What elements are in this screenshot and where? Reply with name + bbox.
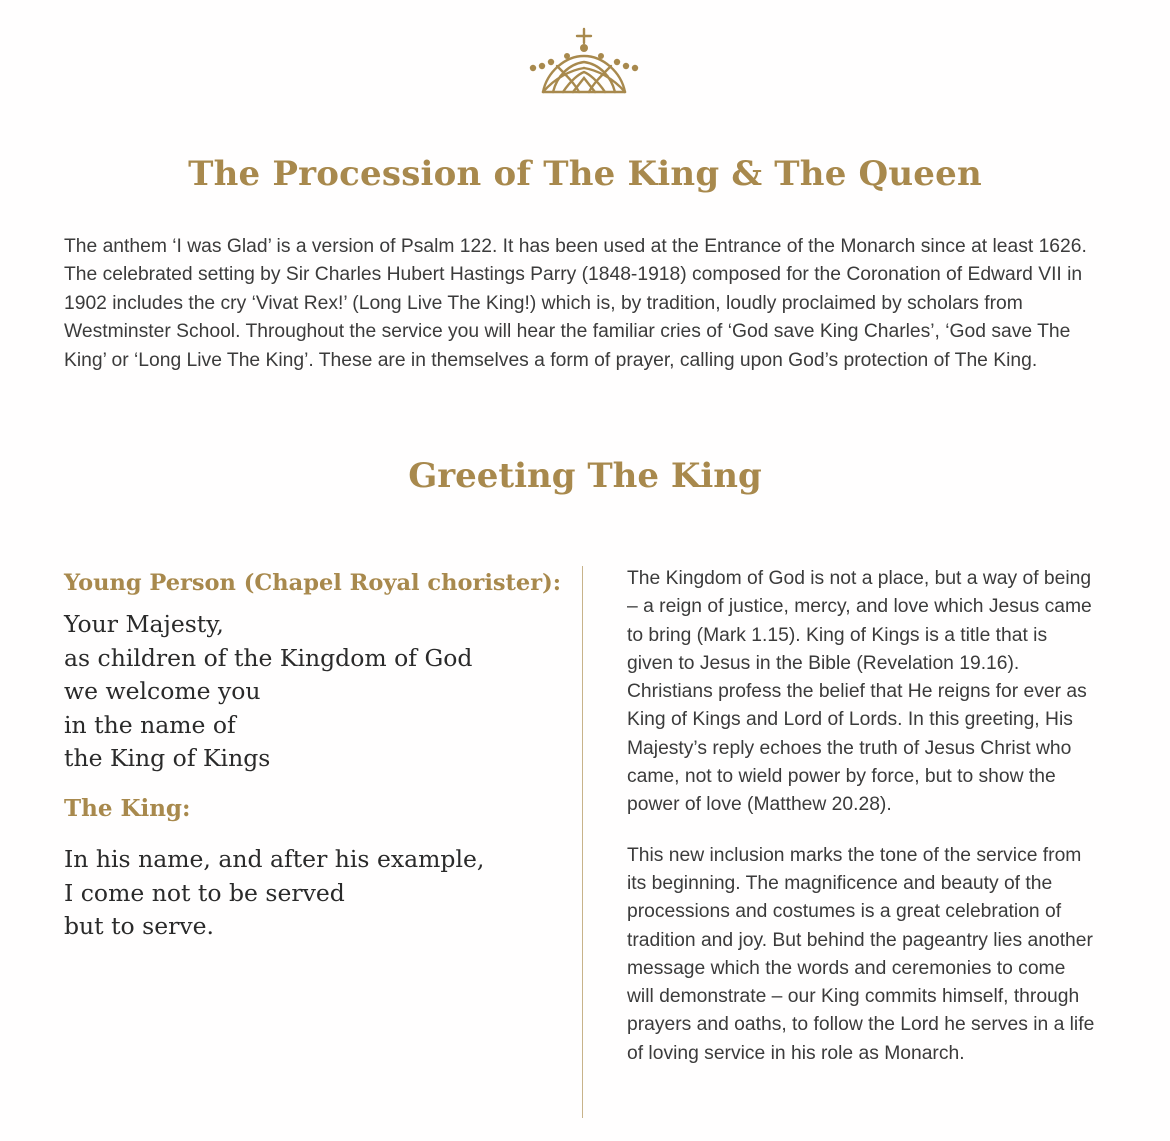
verse-line: the King of Kings xyxy=(64,744,271,773)
verse-line: Your Majesty, xyxy=(64,610,224,638)
verse-line: In his name, and after his example, xyxy=(64,845,485,873)
young-person-verse xyxy=(64,608,472,776)
speaker-the-king: The King: xyxy=(64,795,191,822)
intro-paragraph: The anthem ‘I was Glad’ is a version of Psalm 122. It has been used at the Entrance of the Monarch since at least 1626. The celebrated setting by Sir Charles Hubert Hastings Parry (1848-1918) composed for the Coronation of Edward VII in 1902 includes the cry ‘Vivat Rex!’ (Long Live The King!) which is, by tradition, loudly proclaimed by scholars from Westminster School. Throughout the service you will hear the familiar cries of ‘God save King Charles’, ‘God save The King’ or ‘Long Live The King’. These are in themselves a form of prayer, calling upon God’s protection of The King. xyxy=(64,236,1087,371)
commentary-paragraph-2: This new inclusion marks the tone of the service from its beginning. The magnificence and beauty of the processions and costumes is a great celebration of tradition and joy. But behind the pageantry lies another message which the words and ceremonies to come will demonstrate – our King commits himself, through prayers and oaths, to follow the Lord he serves in a life of loving service in his role as Monarch. xyxy=(627,844,1095,1064)
verse-line: I come not to be served xyxy=(64,878,345,907)
king-verse xyxy=(64,843,484,944)
verse-line: but to serve. xyxy=(64,912,215,941)
section-title-greeting: Greeting The King xyxy=(408,456,762,496)
column-divider xyxy=(582,566,583,1118)
page-title: The Procession of The King & The Queen xyxy=(188,154,982,194)
verse-line: as children of the Kingdom of God xyxy=(64,643,473,672)
commentary-paragraph-1: The Kingdom of God is not a place, but a way of being – a reign of justice, mercy, and love which Jesus came to bring (Mark 1.15). King of Kings is a title that is given to Jesus in the Bible (Revelation 19.16). Christians profess the belief that He reigns for ever as King of Kings and Lord of Lords. In this greeting, His Majesty’s reply echoes the truth of Jesus Christ who came, not to wield power by force, but to show the power of love (Matthew 20.28). xyxy=(627,568,1092,816)
verse-line: we welcome you xyxy=(64,677,261,706)
speaker-young-person: Young Person (Chapel Royal chorister): xyxy=(64,570,562,596)
commentary-column xyxy=(627,565,1097,1068)
verse-line: in the name of xyxy=(64,710,236,739)
crown-icon xyxy=(527,26,641,100)
